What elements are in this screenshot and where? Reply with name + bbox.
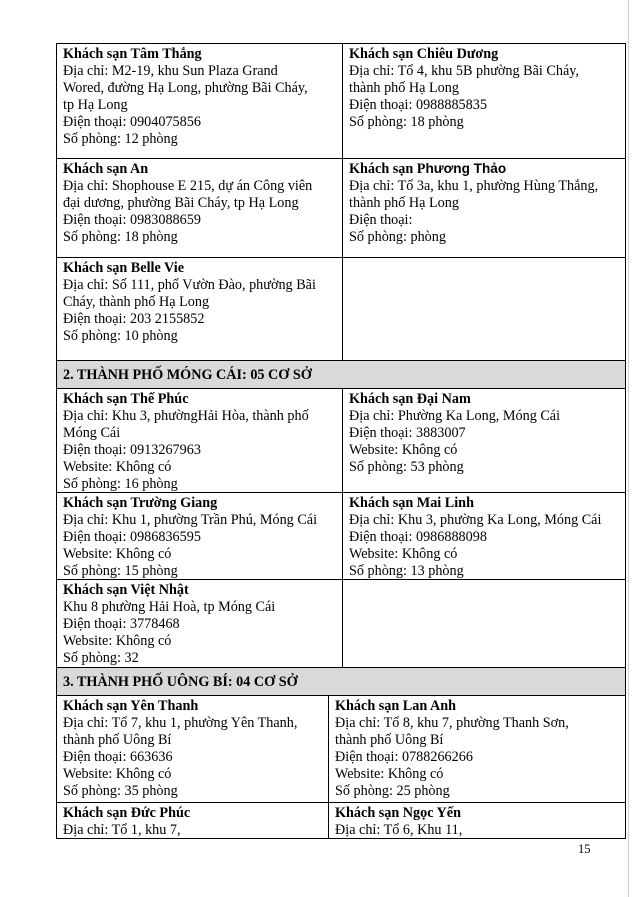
hotel-cell — [57, 580, 342, 667]
hotel-name: Khách sạn Thế Phúc — [63, 391, 189, 407]
hotel-detail: Điện thoại: 0913267963 — [63, 441, 201, 458]
table-row — [57, 43, 625, 159]
hotel-cell — [57, 159, 342, 257]
section-header-uong-bi: 3. THÀNH PHỐ UÔNG BÍ: 04 CƠ SỞ — [57, 668, 625, 696]
hotel-detail: Điện thoại: 0988885835 — [349, 96, 487, 113]
page-number: 15 — [578, 842, 591, 856]
hotel-name: Khách sạn Trường Giang — [63, 495, 218, 511]
table-row — [57, 803, 625, 839]
hotel-name: Khách sạn Chiêu Dương — [349, 46, 499, 62]
hotel-detail: Số phòng: 18 phòng — [349, 113, 464, 130]
table-row — [57, 493, 625, 580]
hotel-detail: Địa chỉ: Tổ 4, khu 5B phường Bãi Cháy, — [349, 62, 579, 79]
hotel-detail: Cháy, thành phố Hạ Long — [63, 293, 210, 310]
hotel-detail: thành phố Hạ Long — [349, 79, 459, 96]
hotel-detail: Địa chỉ: Khu 3, phường Ka Long, Móng Cái — [349, 511, 602, 528]
empty-cell — [342, 258, 625, 360]
hotel-cell — [57, 258, 342, 360]
hotel-name: Khách sạn Yên Thanh — [63, 698, 199, 714]
hotel-detail: Số phòng: 18 phòng — [63, 228, 178, 245]
hotel-detail: Địa chỉ: Số 111, phố Vườn Đào, phường Bãi — [63, 276, 316, 293]
hotel-cell — [57, 493, 342, 579]
hotel-detail: Điện thoại: 0986836595 — [63, 528, 201, 545]
hotel-cell — [342, 389, 625, 492]
hotel-name: Khách sạn Lan Anh — [335, 698, 457, 714]
hotel-detail: Địa chỉ: Tổ 1, khu 7, — [63, 821, 181, 838]
hotel-detail: Số phòng: 12 phòng — [63, 130, 178, 147]
hotel-detail: Điện thoại: 0986888098 — [349, 528, 487, 545]
hotel-detail: Website: Không có — [349, 545, 458, 562]
hotel-detail: Điện thoại: 203 2155852 — [63, 310, 205, 327]
hotel-name-suffix: hương Thảo — [425, 161, 507, 176]
hotel-detail: Địa chỉ: Tổ 3a, khu 1, phường Hùng Thắng, — [349, 177, 599, 194]
hotel-detail: Số phòng: 16 phòng — [63, 475, 178, 492]
hotel-detail: tp Hạ Long — [63, 96, 128, 113]
hotel-detail: Móng Cái — [63, 424, 121, 441]
hotel-table — [56, 43, 626, 839]
hotel-detail: Số phòng: 10 phòng — [63, 327, 178, 344]
hotel-name — [349, 161, 620, 178]
hotel-detail: Điện thoại: 0904075856 — [63, 113, 201, 130]
hotel-detail: Website: Không có — [63, 765, 172, 782]
table-row — [57, 696, 625, 803]
hotel-detail: Số phòng: 35 phòng — [63, 782, 178, 799]
hotel-name-prefix: Khách sạn P — [349, 161, 426, 177]
hotel-detail: Wored, đường Hạ Long, phường Bãi Cháy, — [63, 79, 308, 96]
hotel-detail: Điện thoại: 3883007 — [349, 424, 466, 441]
hotel-name: Khách sạn Tâm Thắng — [63, 46, 202, 62]
page-edge — [628, 0, 629, 897]
hotel-detail: Địa chỉ: Shophouse E 215, dự án Công viên — [63, 177, 313, 194]
hotel-detail: Số phòng: 32 — [63, 649, 139, 666]
hotel-detail: Website: Không có — [63, 632, 172, 649]
hotel-detail: Địa chỉ: M2-19, khu Sun Plaza Grand — [63, 62, 278, 79]
table-row — [57, 159, 625, 258]
hotel-detail: Địa chỉ: Tổ 7, khu 1, phường Yên Thanh, — [63, 714, 298, 731]
hotel-detail: Điện thoại: 663636 — [63, 748, 173, 765]
hotel-detail: thành phố Uông Bí — [63, 731, 172, 748]
hotel-detail: Website: Không có — [63, 458, 172, 475]
hotel-detail: Số phòng: 13 phòng — [349, 562, 464, 579]
hotel-name: Khách sạn Việt Nhật — [63, 582, 189, 598]
hotel-name: Khách sạn An — [63, 161, 149, 177]
hotel-cell — [342, 493, 625, 579]
hotel-detail: Địa chỉ: Khu 1, phường Trần Phú, Móng Cái — [63, 511, 318, 528]
hotel-cell — [57, 44, 342, 158]
table-row — [57, 258, 625, 361]
empty-cell — [342, 580, 625, 667]
hotel-detail: đại dương, phường Bãi Cháy, tp Hạ Long — [63, 194, 299, 211]
hotel-detail: Điện thoại: 0983088659 — [63, 211, 201, 228]
section-header-mong-cai: 2. THÀNH PHỐ MÓNG CÁI: 05 CƠ SỞ — [57, 361, 625, 389]
hotel-detail: Website: Không có — [335, 765, 444, 782]
table-row — [57, 389, 625, 493]
hotel-detail: Điện thoại: 3778468 — [63, 615, 180, 632]
hotel-detail: Website: Không có — [349, 441, 458, 458]
hotel-detail: Địa chỉ: Tổ 8, khu 7, phường Thanh Sơn, — [335, 714, 569, 731]
hotel-cell — [57, 696, 328, 802]
hotel-cell — [57, 803, 328, 838]
hotel-name: Khách sạn Đại Nam — [349, 391, 471, 407]
hotel-detail: Số phòng: 25 phòng — [335, 782, 450, 799]
hotel-detail: Điện thoại: 0788266266 — [335, 748, 473, 765]
hotel-detail: Khu 8 phường Hải Hoà, tp Móng Cái — [63, 598, 276, 615]
hotel-detail: Số phòng: 15 phòng — [63, 562, 178, 579]
hotel-detail: thành phố Uông Bí — [335, 731, 444, 748]
hotel-name: Khách sạn Mai Linh — [349, 495, 474, 511]
hotel-detail: Địa chỉ: Tổ 6, Khu 11, — [335, 821, 463, 838]
hotel-cell — [328, 803, 625, 838]
hotel-cell — [57, 389, 342, 492]
hotel-cell — [342, 159, 625, 257]
hotel-detail: thành phố Hạ Long — [349, 194, 459, 211]
hotel-name: Khách sạn Ngọc Yến — [335, 805, 461, 821]
hotel-cell — [328, 696, 625, 802]
hotel-detail: Số phòng: phòng — [349, 228, 446, 245]
hotel-detail: Số phòng: 53 phòng — [349, 458, 464, 475]
table-row — [57, 580, 625, 668]
hotel-cell — [342, 44, 625, 158]
hotel-detail: Điện thoại: — [349, 211, 413, 228]
hotel-detail: Website: Không có — [63, 545, 172, 562]
hotel-name: Khách sạn Đức Phúc — [63, 805, 191, 821]
hotel-detail: Địa chỉ: Khu 3, phườngHải Hòa, thành phố — [63, 407, 309, 424]
hotel-detail: Địa chỉ: Phường Ka Long, Móng Cái — [349, 407, 561, 424]
hotel-name: Khách sạn Belle Vie — [63, 260, 184, 276]
